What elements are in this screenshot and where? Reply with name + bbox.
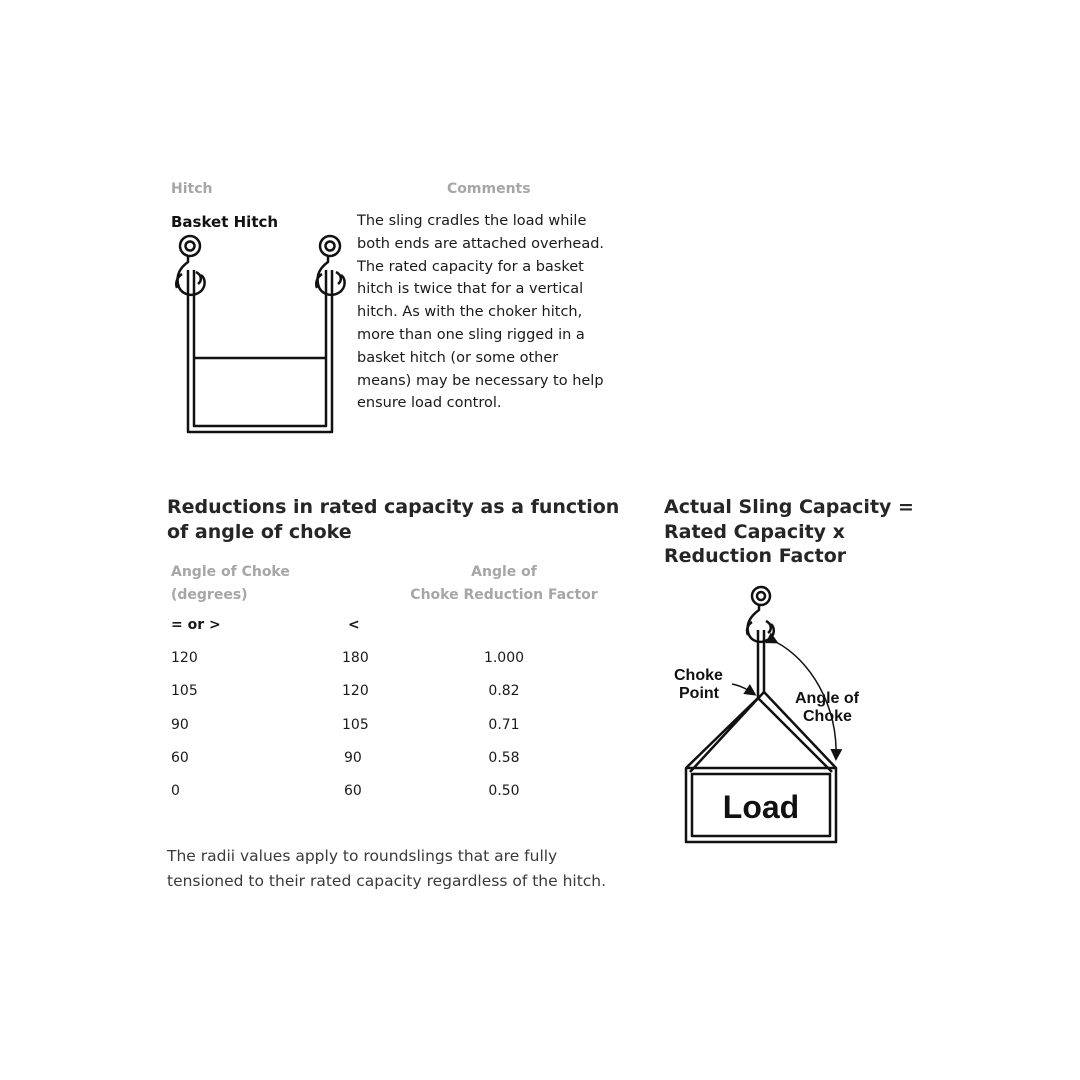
subheader-min: = or > (171, 617, 221, 633)
row-max: 60 (344, 783, 362, 799)
choke-label: Choke (674, 667, 723, 684)
row-factor: 0.71 (488, 717, 520, 733)
comment-line: The rated capacity for a basket (357, 258, 584, 275)
angle-label: Angle of (795, 690, 859, 707)
row-max: 180 (342, 650, 369, 666)
comment-line: hitch. As with the choker hitch, (357, 304, 583, 321)
load-label: Load (722, 789, 800, 825)
comment-line: both ends are attached overhead. (357, 235, 605, 252)
row-max: 120 (342, 683, 369, 699)
radii-footnote: The radii values apply to roundslings that are fully tensioned to their rated capacity regardless of the hitch. (167, 847, 607, 890)
comment-line: basket hitch (or some other (357, 349, 559, 366)
choke-angle-label: Choke (803, 708, 852, 725)
point-label: Point (679, 685, 719, 702)
reduction-factor-header: Angle of Choke Reduction Factor (410, 564, 598, 603)
basket-hitch-diagram (160, 228, 350, 438)
sling-vertical (758, 630, 764, 698)
row-min: 0 (171, 783, 180, 799)
sling-left-leg (686, 692, 764, 772)
right-hook-icon (316, 236, 344, 295)
comment-line: ensure load control. (357, 395, 502, 412)
row-factor: 0.58 (488, 750, 520, 766)
comment-line: The sling cradles the load while (357, 213, 587, 229)
row-max: 105 (342, 717, 369, 733)
comment-line: means) may be necessary to help (357, 372, 604, 389)
row-factor: 0.82 (488, 683, 520, 699)
left-hook-icon (176, 236, 204, 295)
crane-hook-icon (747, 587, 774, 642)
reductions-title: Reductions in rated capacity as a function of angle of choke (167, 496, 620, 543)
row-factor: 1.000 (483, 650, 525, 666)
choke-point-arrow (732, 684, 754, 694)
row-max: 90 (344, 750, 362, 766)
row-factor: 0.50 (488, 783, 520, 799)
row-min: 105 (171, 683, 198, 699)
choker-hitch-diagram (660, 580, 860, 850)
hitch-comments (357, 210, 637, 415)
comment-line: more than one sling rigged in a (357, 326, 585, 343)
row-min: 90 (171, 717, 189, 733)
comment-line: hitch is twice that for a vertical (357, 281, 584, 298)
subheader-max: < (348, 617, 360, 633)
comments-column-header: Comments (447, 181, 531, 197)
basket-sling-icon (188, 270, 332, 432)
row-min: 60 (171, 750, 189, 766)
capacity-formula-title: Actual Sling Capacity = Rated Capacity x Reduction Factor (664, 496, 914, 567)
hitch-column-header: Hitch (171, 181, 213, 197)
row-min: 120 (171, 650, 198, 666)
basket-hitch-label: Basket Hitch (171, 213, 279, 231)
angle-of-choke-header: Angle of Choke (degrees) (171, 564, 290, 603)
